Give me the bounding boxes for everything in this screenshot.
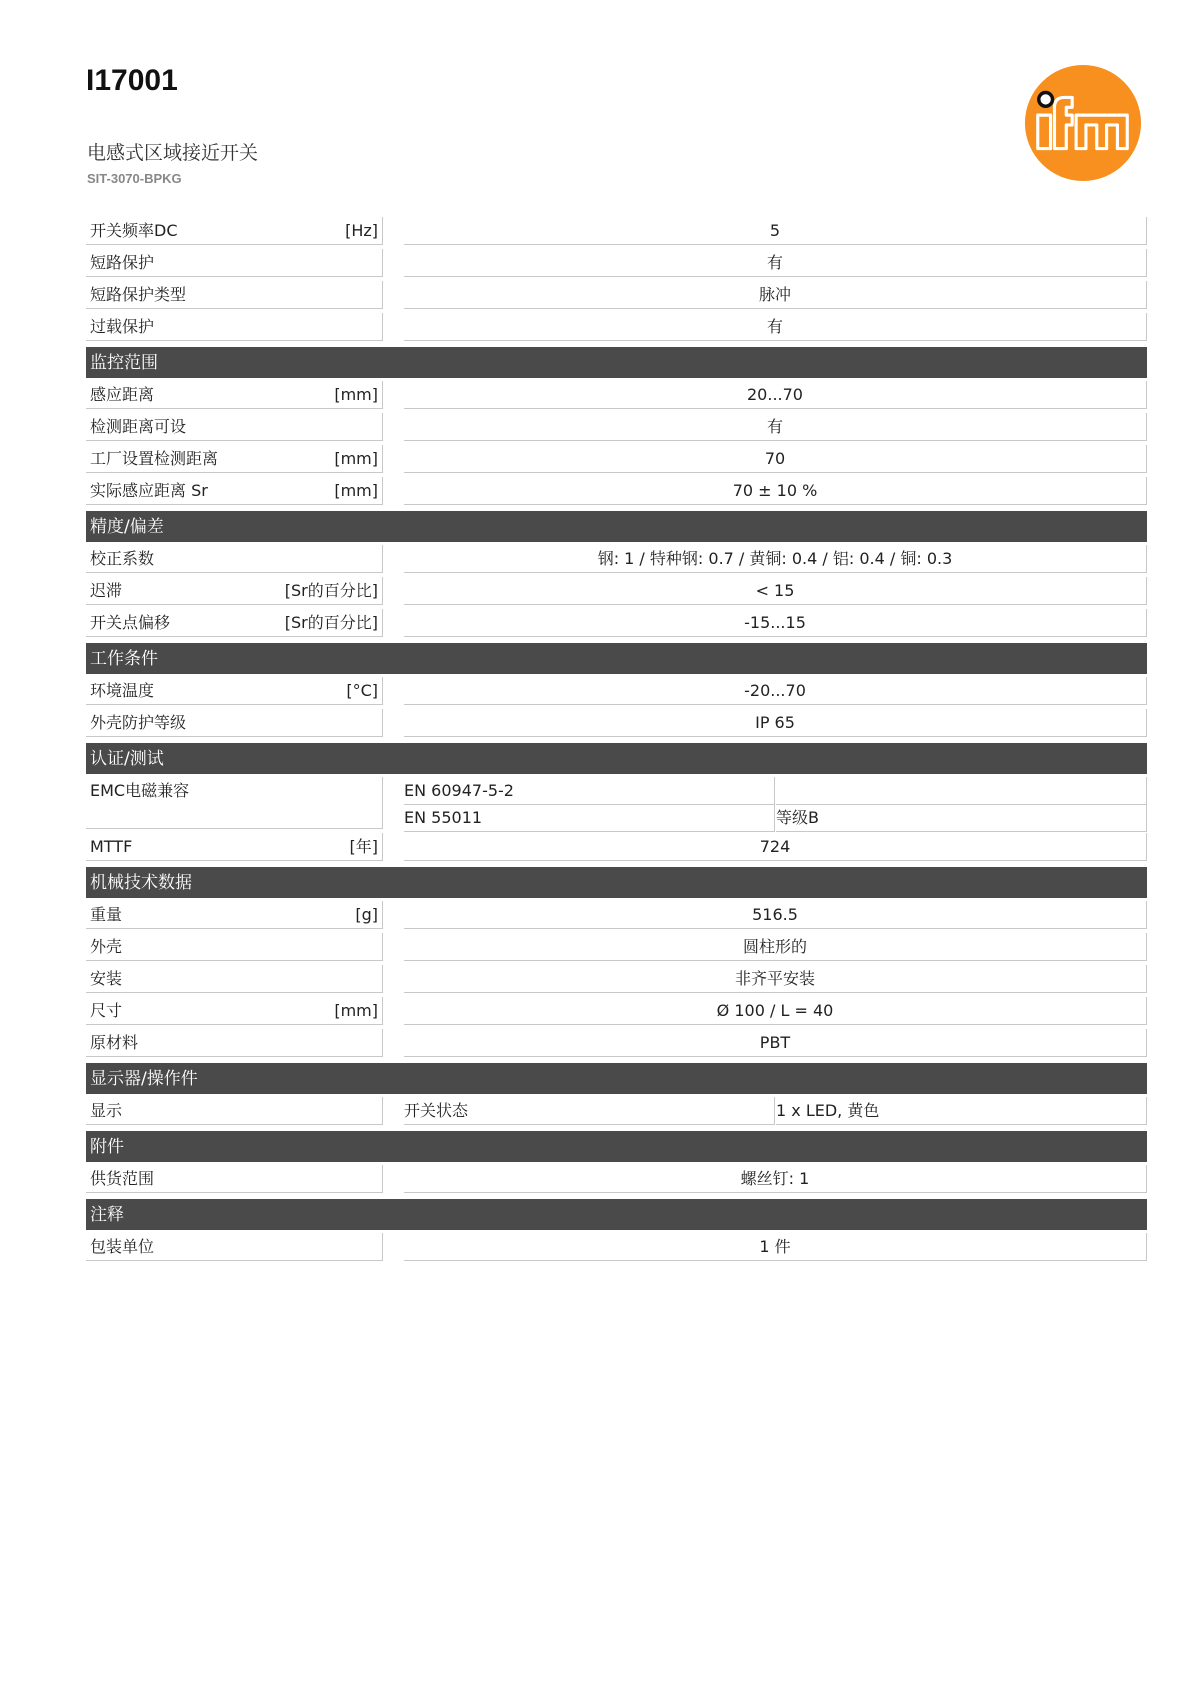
spec-label: 开关频率DC — [90, 221, 178, 240]
spec-label-cell — [86, 281, 383, 309]
spec-label-cell — [86, 313, 383, 341]
spec-value: 70 — [404, 445, 1147, 473]
spec-label-cell — [86, 677, 383, 705]
spec-value: -20...70 — [404, 677, 1147, 705]
spec-row — [86, 1027, 1147, 1059]
spec-value: 螺丝钉: 1 — [404, 1165, 1147, 1193]
spec-unit: [mm] — [334, 481, 378, 500]
spec-unit: [mm] — [334, 449, 378, 468]
spec-label-cell — [86, 217, 383, 245]
spec-label: 工厂设置检测距离 — [90, 449, 219, 468]
spec-label: 感应距离 — [90, 385, 155, 404]
spec-label-cell — [86, 413, 383, 441]
spec-label-cell — [86, 249, 383, 277]
spec-value: 20...70 — [404, 381, 1147, 409]
spec-unit: [mm] — [334, 385, 378, 404]
spec-row — [86, 963, 1147, 995]
spec-label: 安装 — [90, 969, 123, 988]
emc-class-empty — [776, 777, 1147, 805]
spec-unit: [Hz] — [345, 221, 378, 240]
spec-value: 有 — [404, 249, 1147, 277]
section-header-approvals: 认证/测试 — [86, 743, 1147, 774]
spec-value: PBT — [404, 1029, 1147, 1057]
spec-row — [86, 931, 1147, 963]
spec-label-cell — [86, 381, 383, 409]
spec-label: 尺寸 — [90, 1001, 123, 1020]
emc-standard: EN 55011 — [404, 804, 775, 832]
spec-label-cell — [86, 445, 383, 473]
spec-value: < 15 — [404, 577, 1147, 605]
spec-row — [86, 995, 1147, 1027]
spec-unit: [Sr的百分比] — [284, 581, 378, 600]
display-value: 1 x LED, 黄色 — [776, 1097, 1147, 1125]
emc-standard: EN 60947-5-2 — [404, 777, 775, 805]
spec-row — [86, 379, 1147, 411]
spec-label-cell — [86, 477, 383, 505]
emc-class: 等级B — [776, 804, 1147, 832]
spec-row — [86, 575, 1147, 607]
spec-label-cell — [86, 901, 383, 929]
spec-row — [86, 411, 1147, 443]
spec-label: 校正系数 — [90, 549, 155, 568]
spec-label-cell — [86, 1165, 383, 1193]
spec-value: 非齐平安装 — [404, 965, 1147, 993]
spec-row — [86, 247, 1147, 279]
spec-value: 516.5 — [404, 901, 1147, 929]
section-header-mechanical: 机械技术数据 — [86, 867, 1147, 898]
spec-value: -15...15 — [404, 609, 1147, 637]
spec-label-cell — [86, 1097, 383, 1125]
spec-label: EMC电磁兼容 — [90, 781, 190, 800]
spec-label-cell — [86, 545, 383, 573]
spec-label: 外壳 — [90, 937, 123, 956]
spec-label-cell — [86, 1029, 383, 1057]
spec-label: 过载保护 — [90, 317, 155, 336]
spec-label: 实际感应距离 Sr — [90, 481, 208, 500]
emc-row — [86, 775, 1147, 831]
spec-label: 原材料 — [90, 1033, 139, 1052]
section-header-display: 显示器/操作件 — [86, 1063, 1147, 1094]
spec-row — [86, 475, 1147, 507]
spec-label-cell — [86, 1233, 383, 1261]
spec-label: MTTF — [90, 837, 133, 856]
spec-label: 显示 — [90, 1101, 123, 1120]
product-name: 电感式区域接近开关 — [87, 142, 259, 164]
spec-row — [86, 543, 1147, 575]
product-code: I17001 — [86, 64, 178, 97]
spec-value: 钢: 1 / 特种钢: 0.7 / 黄铜: 0.4 / 铝: 0.4 / 铜: 0.3 — [404, 545, 1147, 573]
spec-value: Ø 100 / L = 40 — [404, 997, 1147, 1025]
spec-value: 圆柱形的 — [404, 933, 1147, 961]
spec-label: 短路保护 — [90, 253, 155, 272]
spec-label-cell — [86, 833, 383, 861]
spec-row — [86, 1163, 1147, 1195]
spec-value: IP 65 — [404, 709, 1147, 737]
spec-label: 短路保护类型 — [90, 285, 187, 304]
spec-label: 外壳防护等级 — [90, 713, 187, 732]
spec-value: 有 — [404, 413, 1147, 441]
spec-label: 重量 — [90, 905, 123, 924]
display-sub-label: 开关状态 — [404, 1097, 775, 1125]
spec-unit: [g] — [355, 905, 378, 924]
spec-row — [86, 607, 1147, 639]
spec-label: 包装单位 — [90, 1237, 155, 1256]
section-header-operating: 工作条件 — [86, 643, 1147, 674]
spec-row — [86, 1231, 1147, 1263]
spec-unit: [°C] — [346, 681, 378, 700]
spec-label: 迟滞 — [90, 581, 123, 600]
spec-value: 脉冲 — [404, 281, 1147, 309]
spec-value: 有 — [404, 313, 1147, 341]
spec-row — [86, 899, 1147, 931]
spec-row — [86, 443, 1147, 475]
spec-row — [86, 675, 1147, 707]
spec-label-cell — [86, 609, 383, 637]
spec-label-cell — [86, 933, 383, 961]
spec-label: 供货范围 — [90, 1169, 155, 1188]
spec-unit: [年] — [349, 837, 378, 856]
spec-row — [86, 311, 1147, 343]
spec-label: 环境温度 — [90, 681, 155, 700]
spec-row — [86, 215, 1147, 247]
spec-label-cell — [86, 997, 383, 1025]
spec-row — [86, 831, 1147, 863]
spec-label: 检测距离可设 — [90, 417, 187, 436]
spec-label-cell — [86, 965, 383, 993]
spec-unit: [Sr的百分比] — [284, 613, 378, 632]
section-header-accessories: 附件 — [86, 1131, 1147, 1162]
article-number: SIT-3070-BPKG — [87, 171, 182, 186]
ifm-logo-icon — [1024, 64, 1142, 182]
section-header-remarks: 注释 — [86, 1199, 1147, 1230]
spec-unit: [mm] — [334, 1001, 378, 1020]
spec-value: 5 — [404, 217, 1147, 245]
spec-row — [86, 1095, 1147, 1127]
spec-value: 70 ± 10 % — [404, 477, 1147, 505]
spec-value: 1 件 — [404, 1233, 1147, 1261]
section-header-accuracy: 精度/偏差 — [86, 511, 1147, 542]
data-sheet-table — [86, 215, 1147, 1263]
section-header-monitoring: 监控范围 — [86, 347, 1147, 378]
spec-label-cell — [86, 709, 383, 737]
spec-label-cell — [86, 777, 383, 829]
spec-row — [86, 279, 1147, 311]
spec-label: 开关点偏移 — [90, 613, 171, 632]
spec-value: 724 — [404, 833, 1147, 861]
spec-label-cell — [86, 577, 383, 605]
spec-row — [86, 707, 1147, 739]
